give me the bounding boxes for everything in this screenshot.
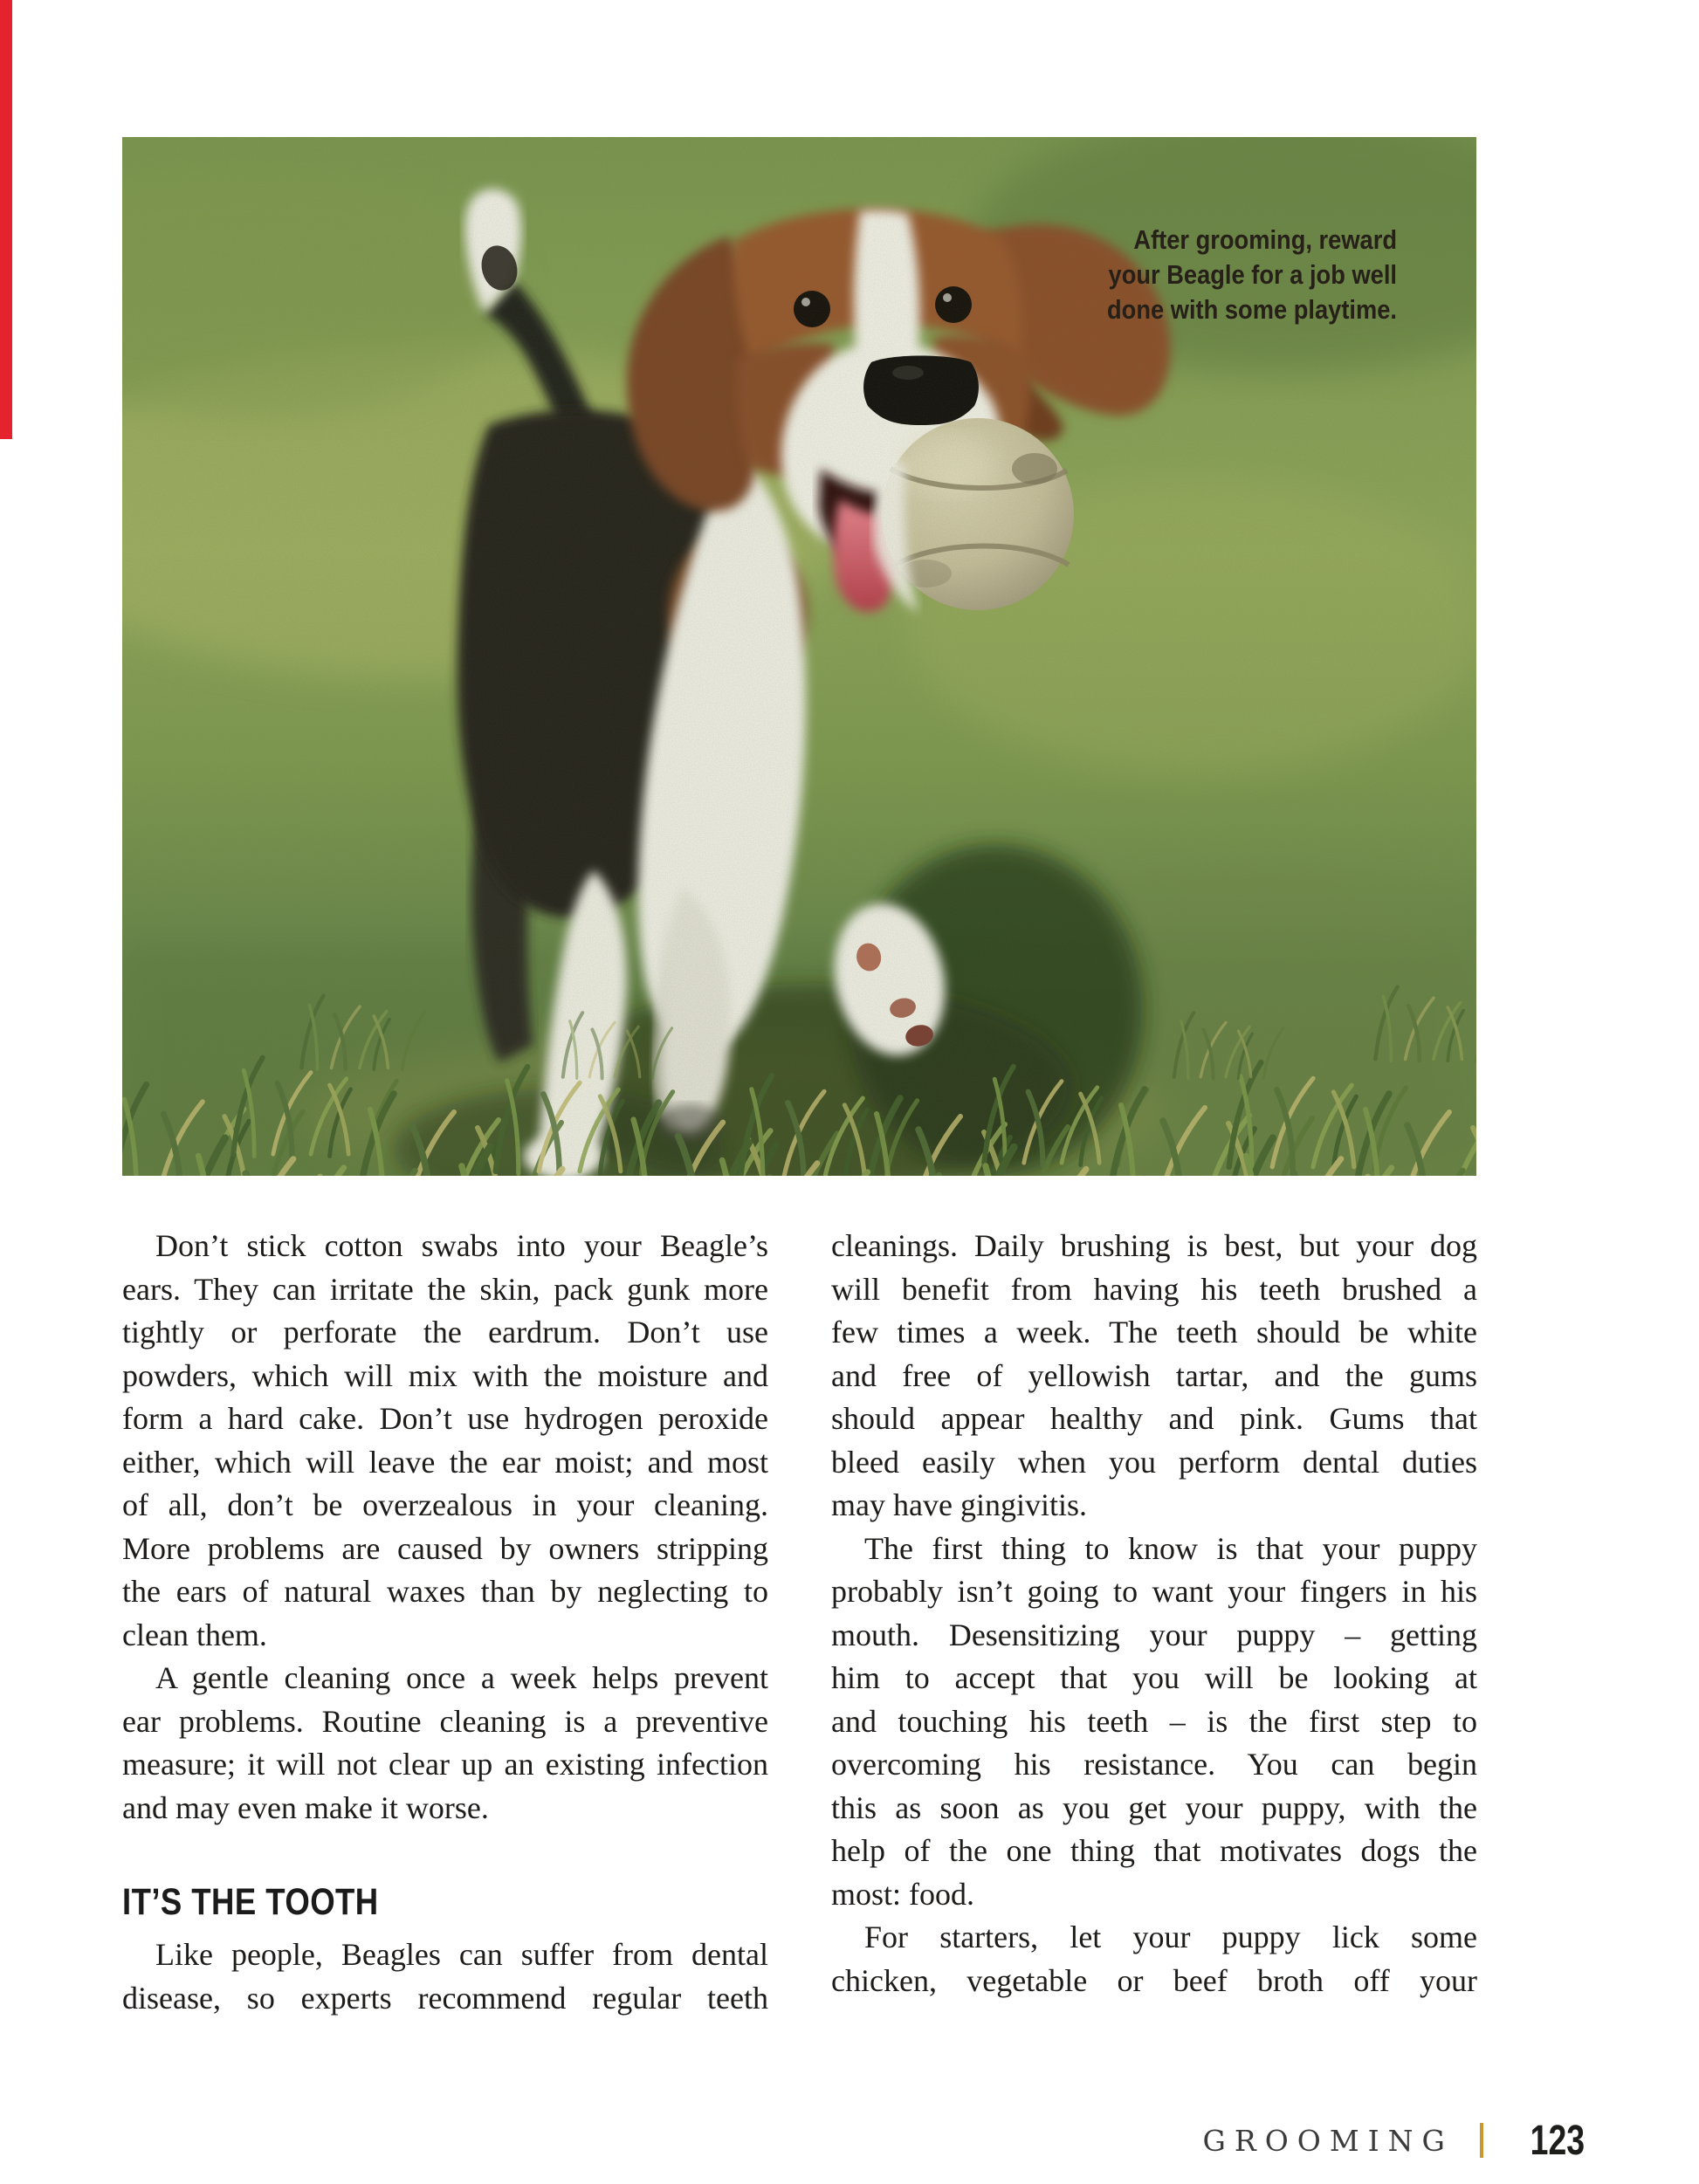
photo-caption (920, 223, 1397, 327)
body-text-line: overcoming his resistance. You can begin (831, 1747, 1477, 1782)
column-left (122, 1225, 768, 2020)
body-text-line: ear problems. Routine cleaning is a preventive (122, 1703, 768, 1739)
body-text-line: this as soon as you get your puppy, with the (831, 1789, 1477, 1825)
photo-caption-line: done with some playtime. (1107, 294, 1397, 325)
column-right (831, 1225, 1477, 2020)
section-heading: IT’S THE TOOTH (122, 1881, 379, 1923)
body-text-line: A gentle cleaning once a week helps prevent (155, 1660, 768, 1695)
photo-caption-line: After grooming, reward (1133, 224, 1397, 255)
body-text-line: measure; it will not clear up an existing infection (122, 1747, 768, 1782)
body-text-line: More problems are caused by owners stripping (122, 1530, 768, 1566)
beagle-photo (122, 137, 1476, 1176)
body-text-line: probably isn’t going to want your fingers in his (831, 1574, 1477, 1609)
body-text-line: and touching his teeth – is the first step to (831, 1703, 1477, 1739)
body-text-line: For starters, let your puppy lick some (864, 1920, 1477, 1954)
body-text-line: should appear healthy and pink. Gums that (831, 1401, 1477, 1436)
body-text-line: tightly or perforate the eardrum. Don’t use (122, 1315, 768, 1350)
body-text-line: mouth. Desensitizing your puppy – getting (831, 1617, 1477, 1652)
body-text-line: few times a week. The teeth should be white (831, 1315, 1477, 1350)
body-text-line: form a hard cake. Don’t use hydrogen peroxide (122, 1401, 768, 1436)
body-text-line: will benefit from having his teeth brushed a (831, 1271, 1477, 1307)
body-text-line: of all, don’t be overzealous in your cleaning. (122, 1487, 768, 1522)
body-text-line: chicken, vegetable or beef broth off your (831, 1962, 1477, 1998)
body-text-line: clean them. (122, 1617, 267, 1652)
chapter-edge-tab (0, 0, 12, 439)
body-text-line: either, which will leave the ear moist; and most (122, 1444, 768, 1480)
footer-divider (1480, 2123, 1483, 2158)
footer-page-number: 123 (1530, 2117, 1585, 2164)
footer-section-label: GROOMING (1202, 2123, 1454, 2158)
body-text-line: bleed easily when you perform dental duties (831, 1444, 1477, 1480)
body-text-line: Like people, Beagles can suffer from dental (155, 1937, 768, 1972)
body-text-line: disease, so experts recommend regular teeth (122, 1980, 768, 2016)
body-text-line: the ears of natural waxes than by neglecting to (122, 1574, 768, 1609)
body-text-line: him to accept that you will be looking at (831, 1660, 1477, 1695)
article-body (122, 1225, 1477, 2020)
body-text-line: most: food. (831, 1876, 975, 1912)
body-text-line: ears. They can irritate the skin, pack gunk more (122, 1271, 768, 1307)
body-text-line: Don’t stick cotton swabs into your Beagle’s (155, 1228, 768, 1263)
body-text-line: may have gingivitis. (831, 1487, 1087, 1522)
body-text-line: powders, which will mix with the moisture and (122, 1357, 768, 1393)
body-text-line: and free of yellowish tartar, and the gums (831, 1357, 1477, 1393)
body-text-line: The first thing to know is that your puppy (864, 1530, 1477, 1566)
body-text-line: cleanings. Daily brushing is best, but your dog (831, 1228, 1477, 1263)
page-footer (1203, 2116, 1585, 2165)
body-text-line: help of the one thing that motivates dogs the (831, 1833, 1477, 1868)
photo-caption-line: your Beagle for a job well (1108, 259, 1397, 290)
body-text-line: and may even make it worse. (122, 1789, 489, 1825)
